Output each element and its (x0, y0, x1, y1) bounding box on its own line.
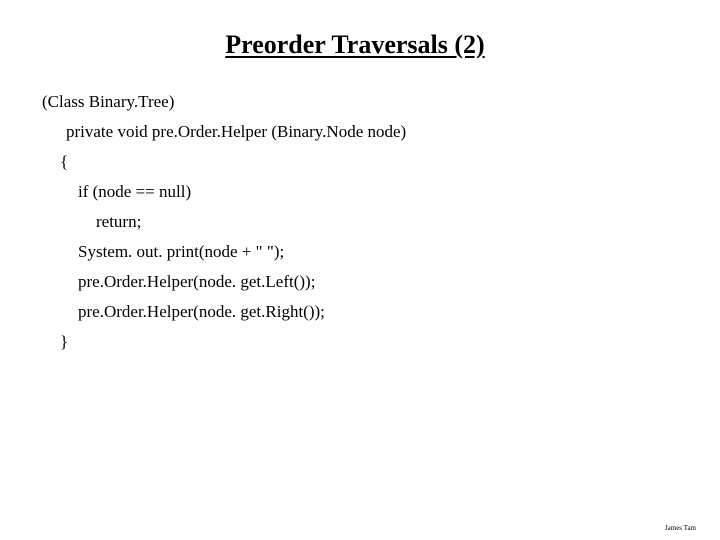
class-label-line: (Class Binary.Tree) (42, 92, 175, 111)
return-line: return; (96, 212, 142, 231)
method-signature-line: private void pre.Order.Helper (Binary.Node node) (66, 122, 407, 141)
open-brace-line: { (60, 152, 69, 171)
close-brace-line: } (60, 332, 69, 351)
recursive-right-call-line: pre.Order.Helper(node. get.Right()); (78, 302, 325, 321)
if-condition-line: if (node == null) (78, 182, 192, 201)
slide-title: Preorder Traversals (2) (225, 30, 485, 59)
print-statement-line: System. out. print(node + " "); (78, 242, 285, 261)
author-footer: James Tam (664, 524, 696, 532)
recursive-left-call-line: pre.Order.Helper(node. get.Left()); (78, 272, 316, 291)
